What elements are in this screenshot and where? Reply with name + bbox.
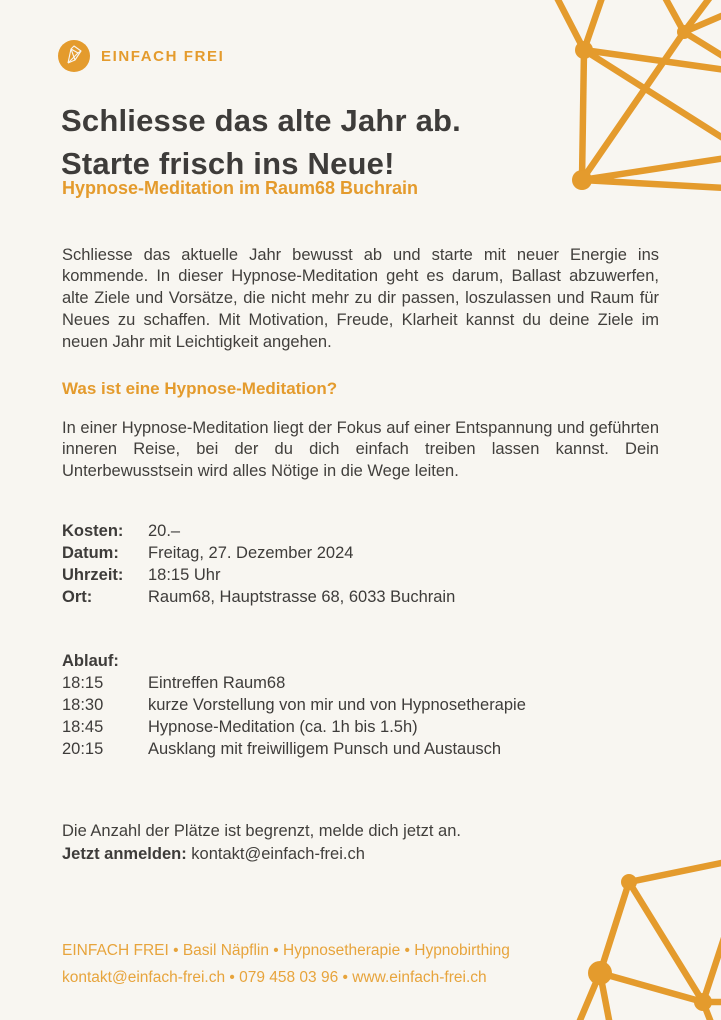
page-subtitle: Hypnose-Meditation im Raum68 Buchrain: [62, 178, 419, 198]
event-details-list: [62, 520, 659, 608]
schedule-heading: Ablauf:: [62, 652, 119, 670]
signup-cta: [62, 845, 659, 864]
detail-label: Datum:: [62, 544, 119, 562]
schedule-activity: kurze Vorstellung von mir und von Hypnosetherapie: [148, 696, 526, 714]
page-title-line2: Starte frisch ins Neue!: [61, 146, 395, 181]
detail-value: 20.–: [148, 522, 181, 540]
detail-label: Kosten:: [62, 522, 124, 540]
footer-line2[interactable]: kontakt@einfach-frei.ch • 079 458 03 96 • www.einfach-frei.ch: [62, 969, 487, 986]
availability-note: Die Anzahl der Plätze ist begrenzt, melde dich jetzt an.: [62, 821, 461, 840]
schedule-activity: Ausklang mit freiwilligem Punsch und Austausch: [148, 740, 502, 758]
brand-name: EINFACH FREI: [101, 47, 225, 65]
schedule-list: [62, 672, 659, 760]
detail-label: Ort:: [62, 588, 93, 606]
schedule-time: 18:15: [62, 674, 104, 692]
schedule-section: [62, 650, 659, 760]
schedule-activity: Hypnose-Meditation (ca. 1h bis 1.5h): [148, 718, 418, 736]
network-decoration-bottom-icon: [540, 840, 721, 1020]
signup-label: Jetzt anmelden:: [62, 845, 187, 863]
footer-line1: EINFACH FREI • Basil Näpflin • Hypnosetherapie • Hypnobirthing: [62, 942, 510, 959]
schedule-time: 20:15: [62, 740, 104, 758]
brand-header: [58, 40, 224, 72]
detail-label: Uhrzeit:: [62, 566, 124, 584]
about-paragraph: In einer Hypnose-Meditation liegt der Fokus auf einer Entspannung und geführten inneren Reise, bei der du dich einfach treiben lassen kannst. Dein Unterbewusstsein wird alles Nötige in die Wege leiten.: [62, 418, 659, 481]
page-title-line1: Schliesse das alte Jahr ab.: [61, 103, 461, 138]
signup-email-link[interactable]: kontakt@einfach-frei.ch: [191, 845, 365, 863]
schedule-time: 18:30: [62, 696, 104, 714]
schedule-activity: Eintreffen Raum68: [148, 674, 286, 692]
page-title: [61, 99, 681, 185]
schedule-time: 18:45: [62, 718, 104, 736]
footer: [62, 937, 702, 991]
detail-value: 18:15 Uhr: [148, 566, 221, 584]
detail-value: Raum68, Hauptstrasse 68, 6033 Buchrain: [148, 588, 456, 606]
intro-paragraph: Schliesse das aktuelle Jahr bewusst ab und starte mit neuer Energie ins kommende. In dieser Hypnose-Meditation geht es darum, Ballast abzuwerfen, alte Ziele und Vorsätze, die nicht mehr zu dir passen, loszulassen und Raum für Neues zu schaffen. Mit Motivation, Freude, Klarheit kannst du deine Ziele im neuen Jahr mit Leichtigkeit angehen.: [62, 245, 659, 351]
detail-value: Freitag, 27. Dezember 2024: [148, 544, 354, 562]
einfach-frei-logo-icon: [58, 40, 90, 72]
about-heading: Was ist eine Hypnose-Meditation?: [62, 379, 338, 398]
